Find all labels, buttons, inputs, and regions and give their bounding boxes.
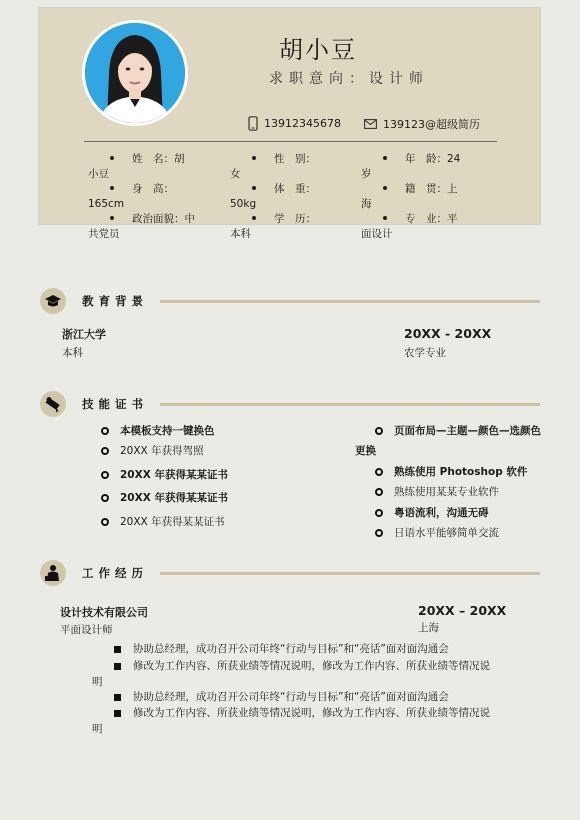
skill-right-1-wrap: 更换 [355,445,376,457]
education-rule [160,300,540,303]
portrait-image [85,23,185,123]
candidate-name: 胡小豆 [279,36,357,64]
info-major: 专 业：平 面设计 [361,213,458,240]
info-political: 政治面貌：中 共党员 [88,213,195,240]
duty-3: 协助总经理，成功召开公司年终“行动与目标”和“亮话”面对面沟通会 [114,690,449,704]
avatar-photo [82,20,188,126]
skill-right-5: 日语水平能够简单交流 [375,526,499,540]
duty-1: 协助总经理，成功召开公司年终“行动与目标”和“亮话”面对面沟通会 [114,642,449,656]
work-section-header [40,560,540,586]
graduation-cap-icon [40,288,66,314]
education-major: 农学专业 [404,347,446,359]
info-age: 年 龄：24 岁 [361,153,461,180]
info-native: 籍 贯：上 海 [361,183,458,210]
skill-left-3: 20XX 年获得某某证书 [101,468,228,482]
mail-icon [364,119,377,129]
education-period: 20XX - 20XX [404,326,492,341]
degree: 本科 [62,347,83,359]
skill-right-3: 熟练使用某某专业软件 [375,485,499,499]
worker-icon [40,560,66,586]
skill-left-4: 20XX 年获得某某证书 [101,491,228,505]
skill-left-1: 本模板支持一键换色 [101,424,215,438]
work-title: 工作经历 [82,566,148,580]
company-name: 设计技术有限公司 [60,606,148,619]
skills-rule [160,403,540,406]
duty-4-wrap: 明 [92,723,103,735]
info-height: 身 高： 165cm [88,183,174,210]
skill-left-2: 20XX 年获得驾照 [101,444,204,458]
work-rule [160,572,540,575]
info-weight: 体 重： 50kg [230,183,316,210]
education-title: 教育背景 [82,294,148,308]
school-name: 浙江大学 [62,328,106,341]
email-contact [364,116,480,132]
job-position: 平面设计师 [60,624,113,636]
skill-right-2: 熟练使用 Photoshop 软件 [375,465,527,479]
phone-contact [248,116,341,131]
duty-2: 修改为工作内容、所获业绩等情况说明，修改为工作内容、所获业绩等情况说 [114,659,490,673]
skill-right-4: 粤语流利，沟通无碍 [375,506,489,520]
skill-left-5: 20XX 年获得某某证书 [101,515,225,529]
info-gender: 性 别： 女 [230,153,316,180]
diploma-icon [40,391,66,417]
skills-section-header [40,391,540,417]
job-intent: 求职意向：设计师 [269,71,429,87]
duty-4: 修改为工作内容、所获业绩等情况说明，修改为工作内容、所获业绩等情况说 [114,706,490,720]
phone-icon [248,116,258,131]
skill-right-1: 页面布局—主题—颜色—选颜色 [375,424,541,438]
info-name: 姓 名：胡 小豆 [88,153,185,180]
header-divider [84,141,497,142]
info-education: 学 历： 本科 [230,213,316,240]
duty-2-wrap: 明 [92,676,103,688]
skills-title: 技能证书 [82,397,148,411]
phone-number: 13912345678 [264,117,341,130]
education-section-header [40,288,540,314]
work-location: 上海 [418,622,439,634]
work-period: 20XX – 20XX [418,603,507,618]
email-address: 139123@超级简历 [383,118,480,131]
